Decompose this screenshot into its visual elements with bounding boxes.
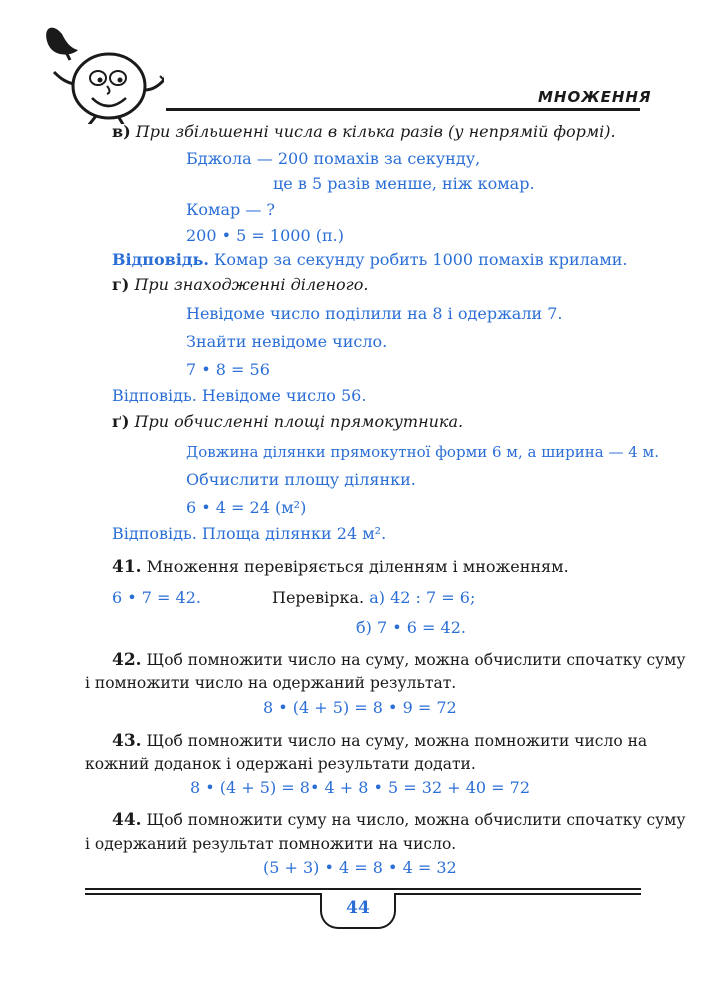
section-v-line: Бджола — 200 помахів за секунду, <box>186 149 481 168</box>
page-number: 44 <box>346 898 370 918</box>
task-42-line1: 42. Щоб помножити число на суму, можна обчислити спочатку суму <box>112 650 686 670</box>
task-43-line1: 43. Щоб помножити число на суму, можна помножити число на <box>112 731 648 751</box>
task-41-check: Перевірка. а) 42 : 7 = 6; <box>272 588 476 607</box>
footer-rule-top <box>85 888 641 890</box>
section-g-line: Невідоме число поділили на 8 і одержали 7. <box>186 304 563 323</box>
task-44-line1: 44. Щоб помножити суму на число, можна обчислити спочатку суму <box>112 810 686 830</box>
section-v-line: це в 5 разів менше, ніж комар. <box>273 174 535 193</box>
task-44-line2: і одержаний результат помножити на число. <box>85 835 457 853</box>
task-43-line2: кожний доданок і одержані результати додати. <box>85 755 476 773</box>
section-v-line: 200 • 5 = 1000 (п.) <box>186 226 344 245</box>
task-44-formula: (5 + 3) • 4 = 8 • 4 = 32 <box>263 858 457 877</box>
chapter-title: МНОЖЕННЯ <box>538 88 652 106</box>
section-g2-heading: ґ) При обчисленні площі прямокутника. <box>112 412 464 431</box>
section-g2-line: 6 • 4 = 24 (м²) <box>186 498 307 517</box>
section-g-heading: г) При знаходженні діленого. <box>112 275 369 294</box>
section-g2-line: Довжина ділянки прямокутної форми 6 м, а ширина — 4 м. <box>186 443 659 461</box>
task-41-example: 6 • 7 = 42. <box>112 588 201 607</box>
section-v-answer: Відповідь. Комар за секунду робить 1000 помахів крилами. <box>112 250 628 269</box>
section-v-heading: в) При збільшенні числа в кілька разів (у непрямій формі). <box>112 122 616 141</box>
section-g2-line: Обчислити площу ділянки. <box>186 470 416 489</box>
task-42-formula: 8 • (4 + 5) = 8 • 9 = 72 <box>263 698 457 717</box>
task-41-check-b: б) 7 • 6 = 42. <box>356 618 466 637</box>
mascot-illustration <box>14 14 164 124</box>
task-42-line2: і помножити число на одержаний результат. <box>85 674 457 692</box>
section-g2-answer: Відповідь. Площа ділянки 24 м². <box>112 524 387 543</box>
section-g-line: 7 • 8 = 56 <box>186 360 270 379</box>
section-v-line: Комар — ? <box>186 200 275 219</box>
task-41-text: 41. Множення перевіряється діленням і множенням. <box>112 557 569 577</box>
header-rule <box>166 108 640 111</box>
section-g-line: Знайти невідоме число. <box>186 332 388 351</box>
section-g-answer: Відповідь. Невідоме число 56. <box>112 386 367 405</box>
task-43-formula: 8 • (4 + 5) = 8• 4 + 8 • 5 = 32 + 40 = 72 <box>190 778 531 797</box>
